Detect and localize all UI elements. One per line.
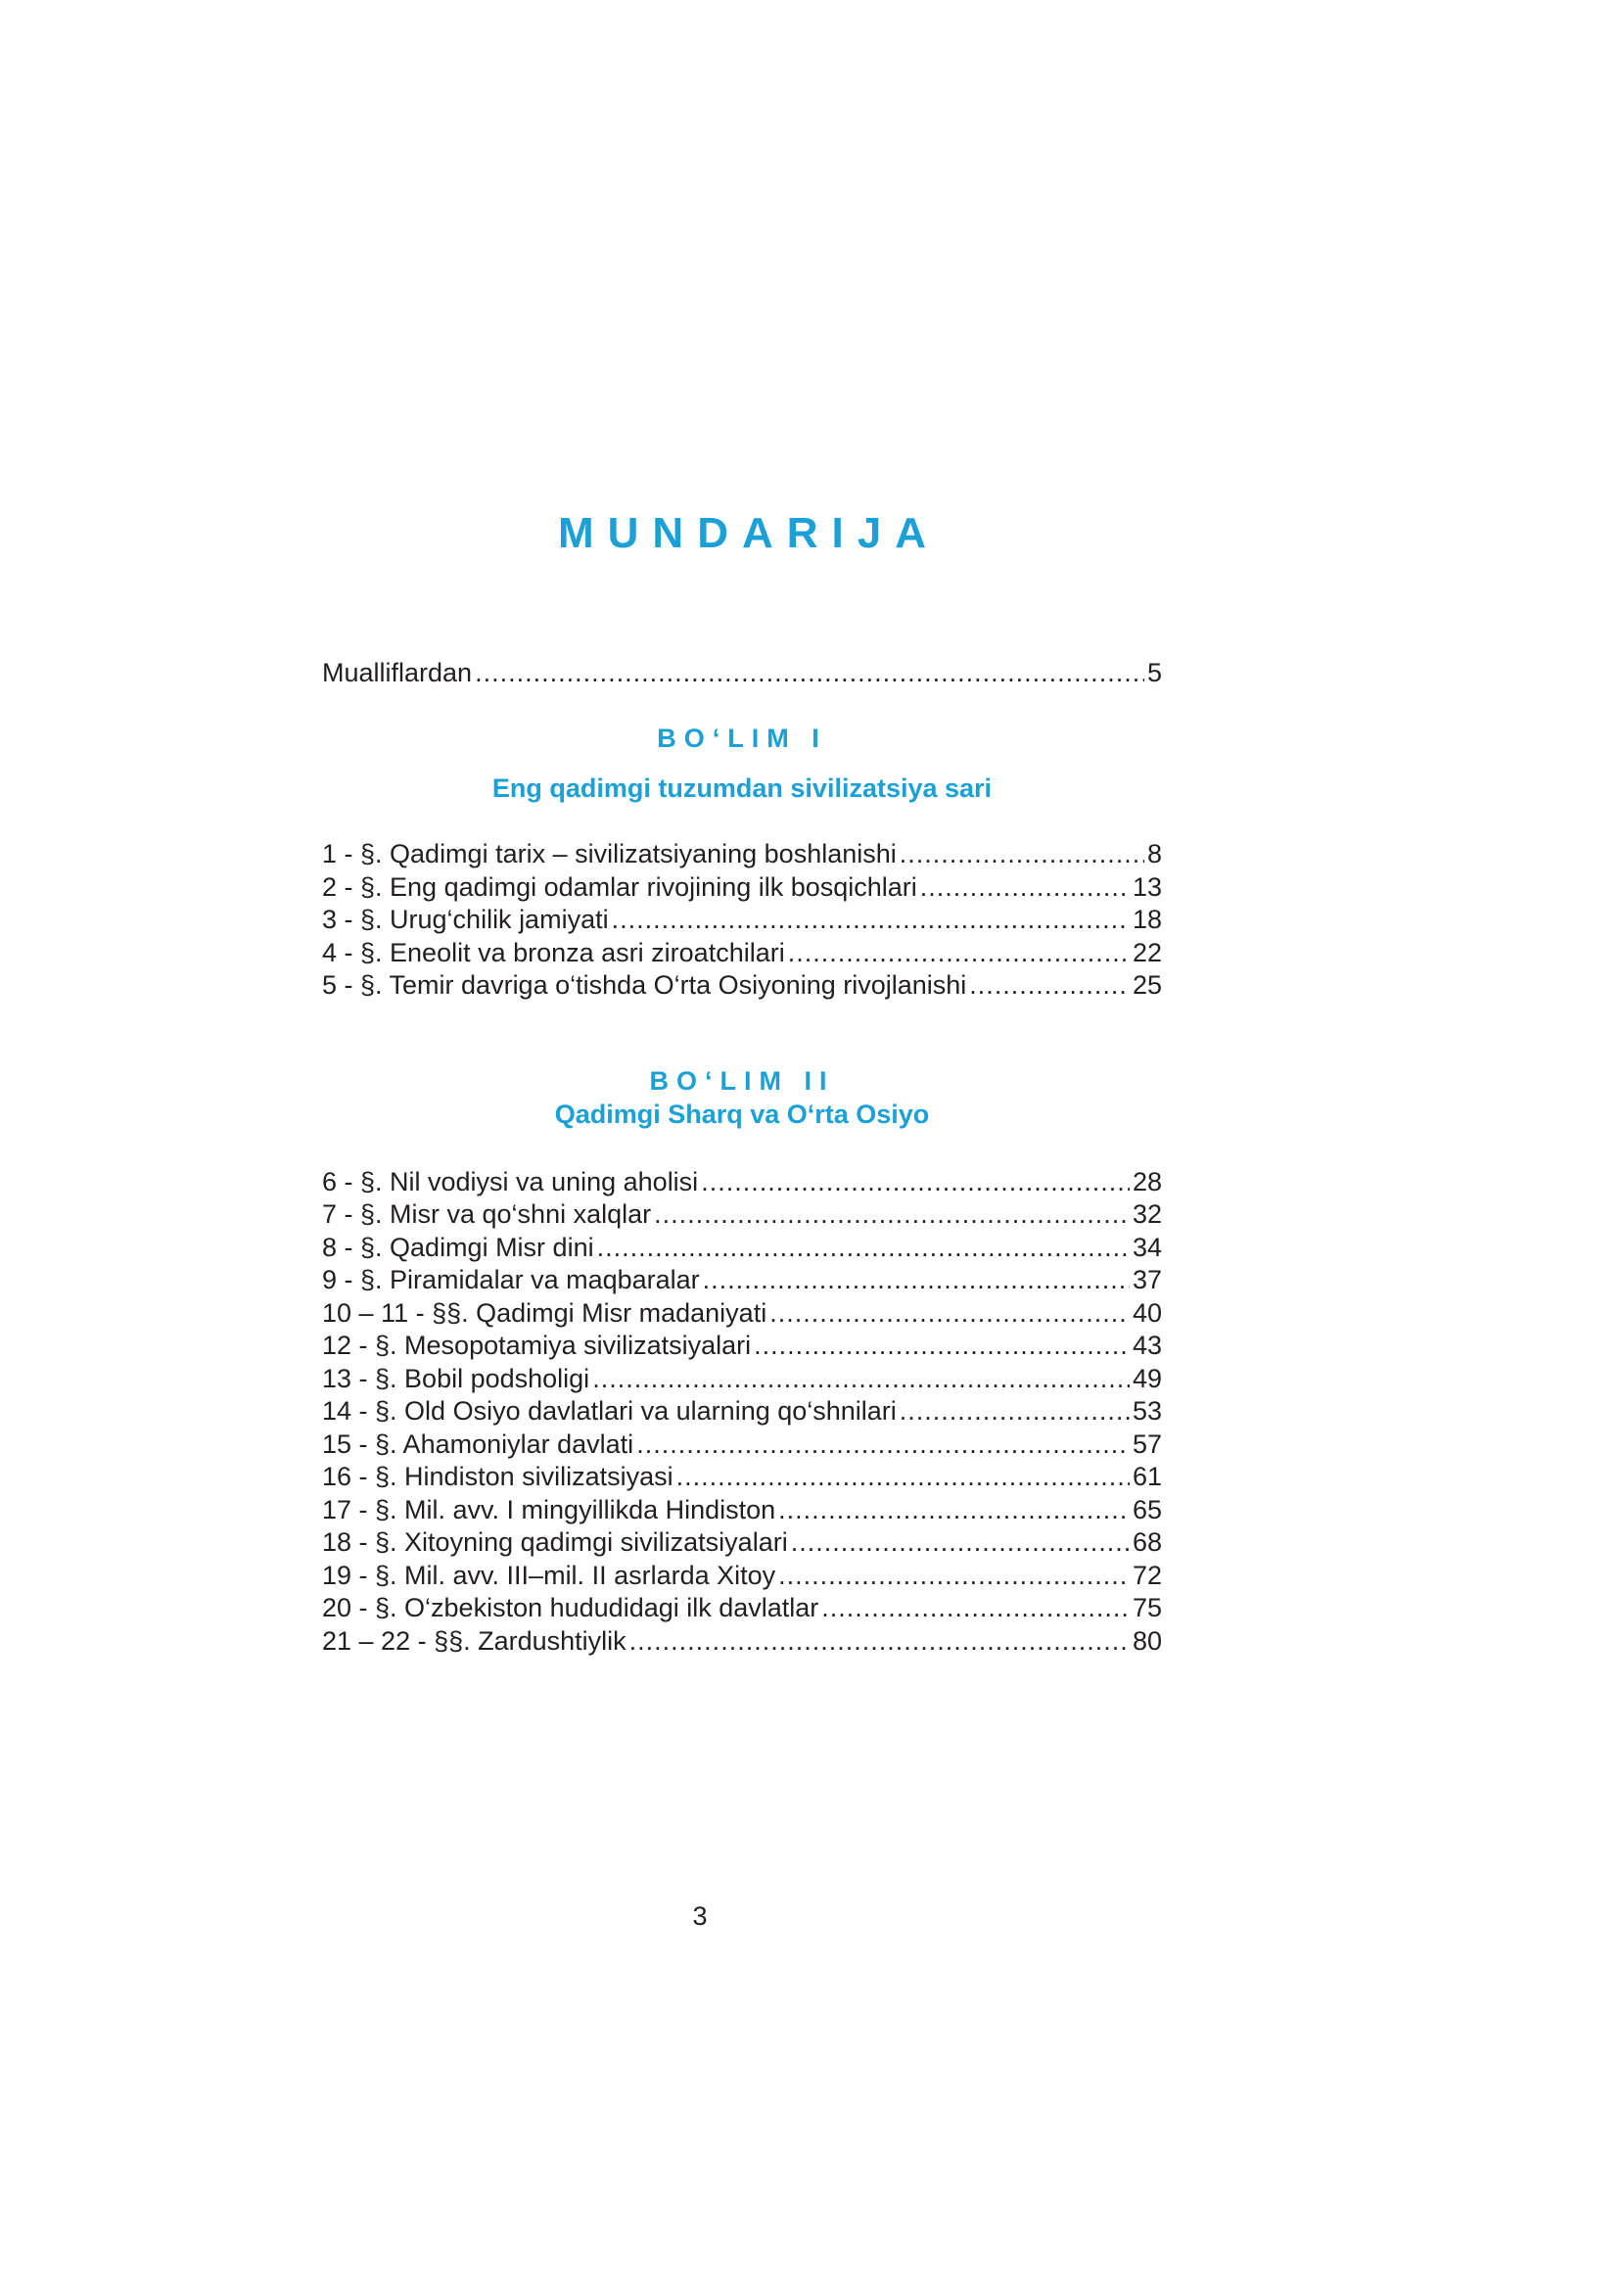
toc-leader-dots (629, 1624, 1130, 1658)
toc-entry-page: 68 (1132, 1527, 1162, 1557)
toc-entry-page: 61 (1132, 1462, 1162, 1491)
toc-entry-preface[interactable] (322, 656, 1162, 689)
toc-leader-dots (900, 837, 1144, 870)
toc-leader-dots (969, 968, 1130, 1002)
toc-entry[interactable] (322, 1559, 1162, 1592)
toc-entry-title: 6 - §. Nil vodiysi va uning aholisi (322, 1167, 699, 1196)
section-subtitle-block-1 (322, 772, 1162, 805)
toc-entry-page: 37 (1132, 1265, 1162, 1294)
section-label: BO‘LIM I (657, 724, 827, 753)
toc-entry-title: 3 - §. Urug‘chilik jamiyati (322, 905, 609, 934)
toc-entry-page: 8 (1146, 839, 1162, 868)
toc-entry-title: 12 - §. Mesopotamiya sivilizatsiyalari (322, 1331, 752, 1360)
toc-entry[interactable] (322, 1493, 1162, 1526)
toc-entry-title: 7 - §. Misr va qo‘shni xalqlar (322, 1199, 652, 1229)
toc-entry-title: 1 - §. Qadimgi tarix – sivilizatsiyaning boshlanishi (322, 839, 897, 868)
toc-leader-dots (778, 1493, 1130, 1526)
section-heading-2 (322, 1064, 1162, 1098)
toc-entry[interactable] (322, 936, 1162, 969)
toc-leader-dots (900, 1394, 1130, 1428)
toc-leader-dots (754, 1329, 1130, 1362)
toc-entry-page: 5 (1146, 658, 1162, 687)
toc-entry-title: 18 - §. Xitoyning qadimgi sivilizatsiyalari (322, 1527, 788, 1557)
toc-entry[interactable] (322, 1296, 1162, 1330)
toc-entry[interactable] (322, 1329, 1162, 1362)
toc-entry-title: 2 - §. Eng qadimgi odamlar rivojining ilk bosqichlari (322, 872, 917, 902)
section-subtitle: Qadimgi Sharq va O‘rta Osiyo (554, 1100, 930, 1129)
toc-entry[interactable] (322, 903, 1162, 936)
toc-entry-page: 40 (1132, 1298, 1162, 1328)
toc-entry[interactable] (322, 1231, 1162, 1264)
toc-entry-page: 32 (1132, 1199, 1162, 1229)
toc-entry-page: 49 (1132, 1364, 1162, 1393)
page-number: 3 (692, 1901, 708, 1931)
toc-entry[interactable] (322, 1362, 1162, 1395)
toc-entry-title: 8 - §. Qadimgi Misr dini (322, 1233, 594, 1262)
toc-entry-page: 80 (1132, 1626, 1162, 1656)
toc-entry-title: 9 - §. Piramidalar va maqbaralar (322, 1265, 700, 1294)
toc-leader-dots (821, 1591, 1130, 1624)
toc-leader-dots (769, 1296, 1130, 1330)
toc-entry-page: 34 (1132, 1233, 1162, 1262)
toc-leader-dots (475, 656, 1144, 689)
toc-entry-title: Mualliflardan (322, 658, 473, 687)
toc-entry-page: 72 (1132, 1561, 1162, 1590)
toc-entry[interactable] (322, 1263, 1162, 1296)
toc-leader-dots (654, 1197, 1130, 1231)
toc-entry[interactable] (322, 1460, 1162, 1493)
toc-leader-dots (612, 903, 1130, 936)
toc-entry-title: 13 - §. Bobil podsholigi (322, 1364, 590, 1393)
toc-entry-title: 17 - §. Mil. avv. I mingyillikda Hindiston (322, 1495, 776, 1524)
toc-entry-page: 65 (1132, 1495, 1162, 1524)
toc-entry-title: 20 - §. O‘zbekiston hududidagi ilk davlatlar (322, 1593, 819, 1622)
toc-entry-page: 57 (1132, 1429, 1162, 1459)
toc-entry[interactable] (322, 968, 1162, 1002)
toc-leader-dots (701, 1165, 1130, 1198)
section-subtitle: Eng qadimgi tuzumdan sivilizatsiya sari (491, 773, 993, 803)
toc-entry[interactable] (322, 1525, 1162, 1559)
toc-entry-page: 18 (1132, 905, 1162, 934)
toc-leader-dots (676, 1460, 1130, 1493)
toc-entry[interactable] (322, 870, 1162, 904)
toc-entry[interactable] (322, 837, 1162, 870)
section-heading-1 (322, 722, 1162, 755)
toc-entry-title: 19 - §. Mil. avv. III–mil. II asrlarda Xitoy (322, 1561, 776, 1590)
toc-leader-dots (636, 1428, 1130, 1461)
toc-entry-page: 43 (1132, 1331, 1162, 1360)
page-title: MUNDARIJA (558, 509, 940, 557)
toc-entry-page: 25 (1132, 970, 1162, 1000)
toc-entry[interactable] (322, 1624, 1162, 1658)
toc-leader-dots (597, 1231, 1130, 1264)
toc-entry[interactable] (322, 1165, 1162, 1198)
toc-entry-title: 14 - §. Old Osiyo davlatlari va ularning qo‘shnilari (322, 1396, 897, 1426)
toc-entry-title: 4 - §. Eneolit va bronza asri ziroatchilari (322, 938, 785, 967)
toc-leader-dots (920, 870, 1130, 904)
toc-leader-dots (778, 1559, 1130, 1592)
toc-entry-page: 75 (1132, 1593, 1162, 1622)
toc-entry-title: 16 - §. Hindiston sivilizatsiyasi (322, 1462, 673, 1491)
toc-entry-page: 13 (1132, 872, 1162, 902)
toc-leader-dots (791, 1525, 1130, 1559)
toc-entry[interactable] (322, 1428, 1162, 1461)
section-label: BO‘LIM II (649, 1066, 835, 1096)
toc-entry-title: 21 – 22 - §§. Zardushtiylik (322, 1626, 626, 1656)
toc-entry-title: 5 - §. Temir davriga o‘tishda O‘rta Osiyoning rivojlanishi (322, 970, 967, 1000)
toc-entry[interactable] (322, 1394, 1162, 1428)
toc-leader-dots (703, 1263, 1130, 1296)
toc-entry-page: 28 (1132, 1167, 1162, 1196)
toc-leader-dots (788, 936, 1130, 969)
section-subtitle-block-2 (322, 1098, 1162, 1131)
toc-entry-page: 22 (1132, 938, 1162, 967)
toc-entry-page: 53 (1132, 1396, 1162, 1426)
toc-entry[interactable] (322, 1197, 1162, 1231)
toc-entry[interactable] (322, 1591, 1162, 1624)
toc-entry-title: 10 – 11 - §§. Qadimgi Misr madaniyati (322, 1298, 767, 1328)
toc-leader-dots (592, 1362, 1130, 1395)
toc-entry-title: 15 - §. Ahamoniylar davlati (322, 1429, 634, 1459)
